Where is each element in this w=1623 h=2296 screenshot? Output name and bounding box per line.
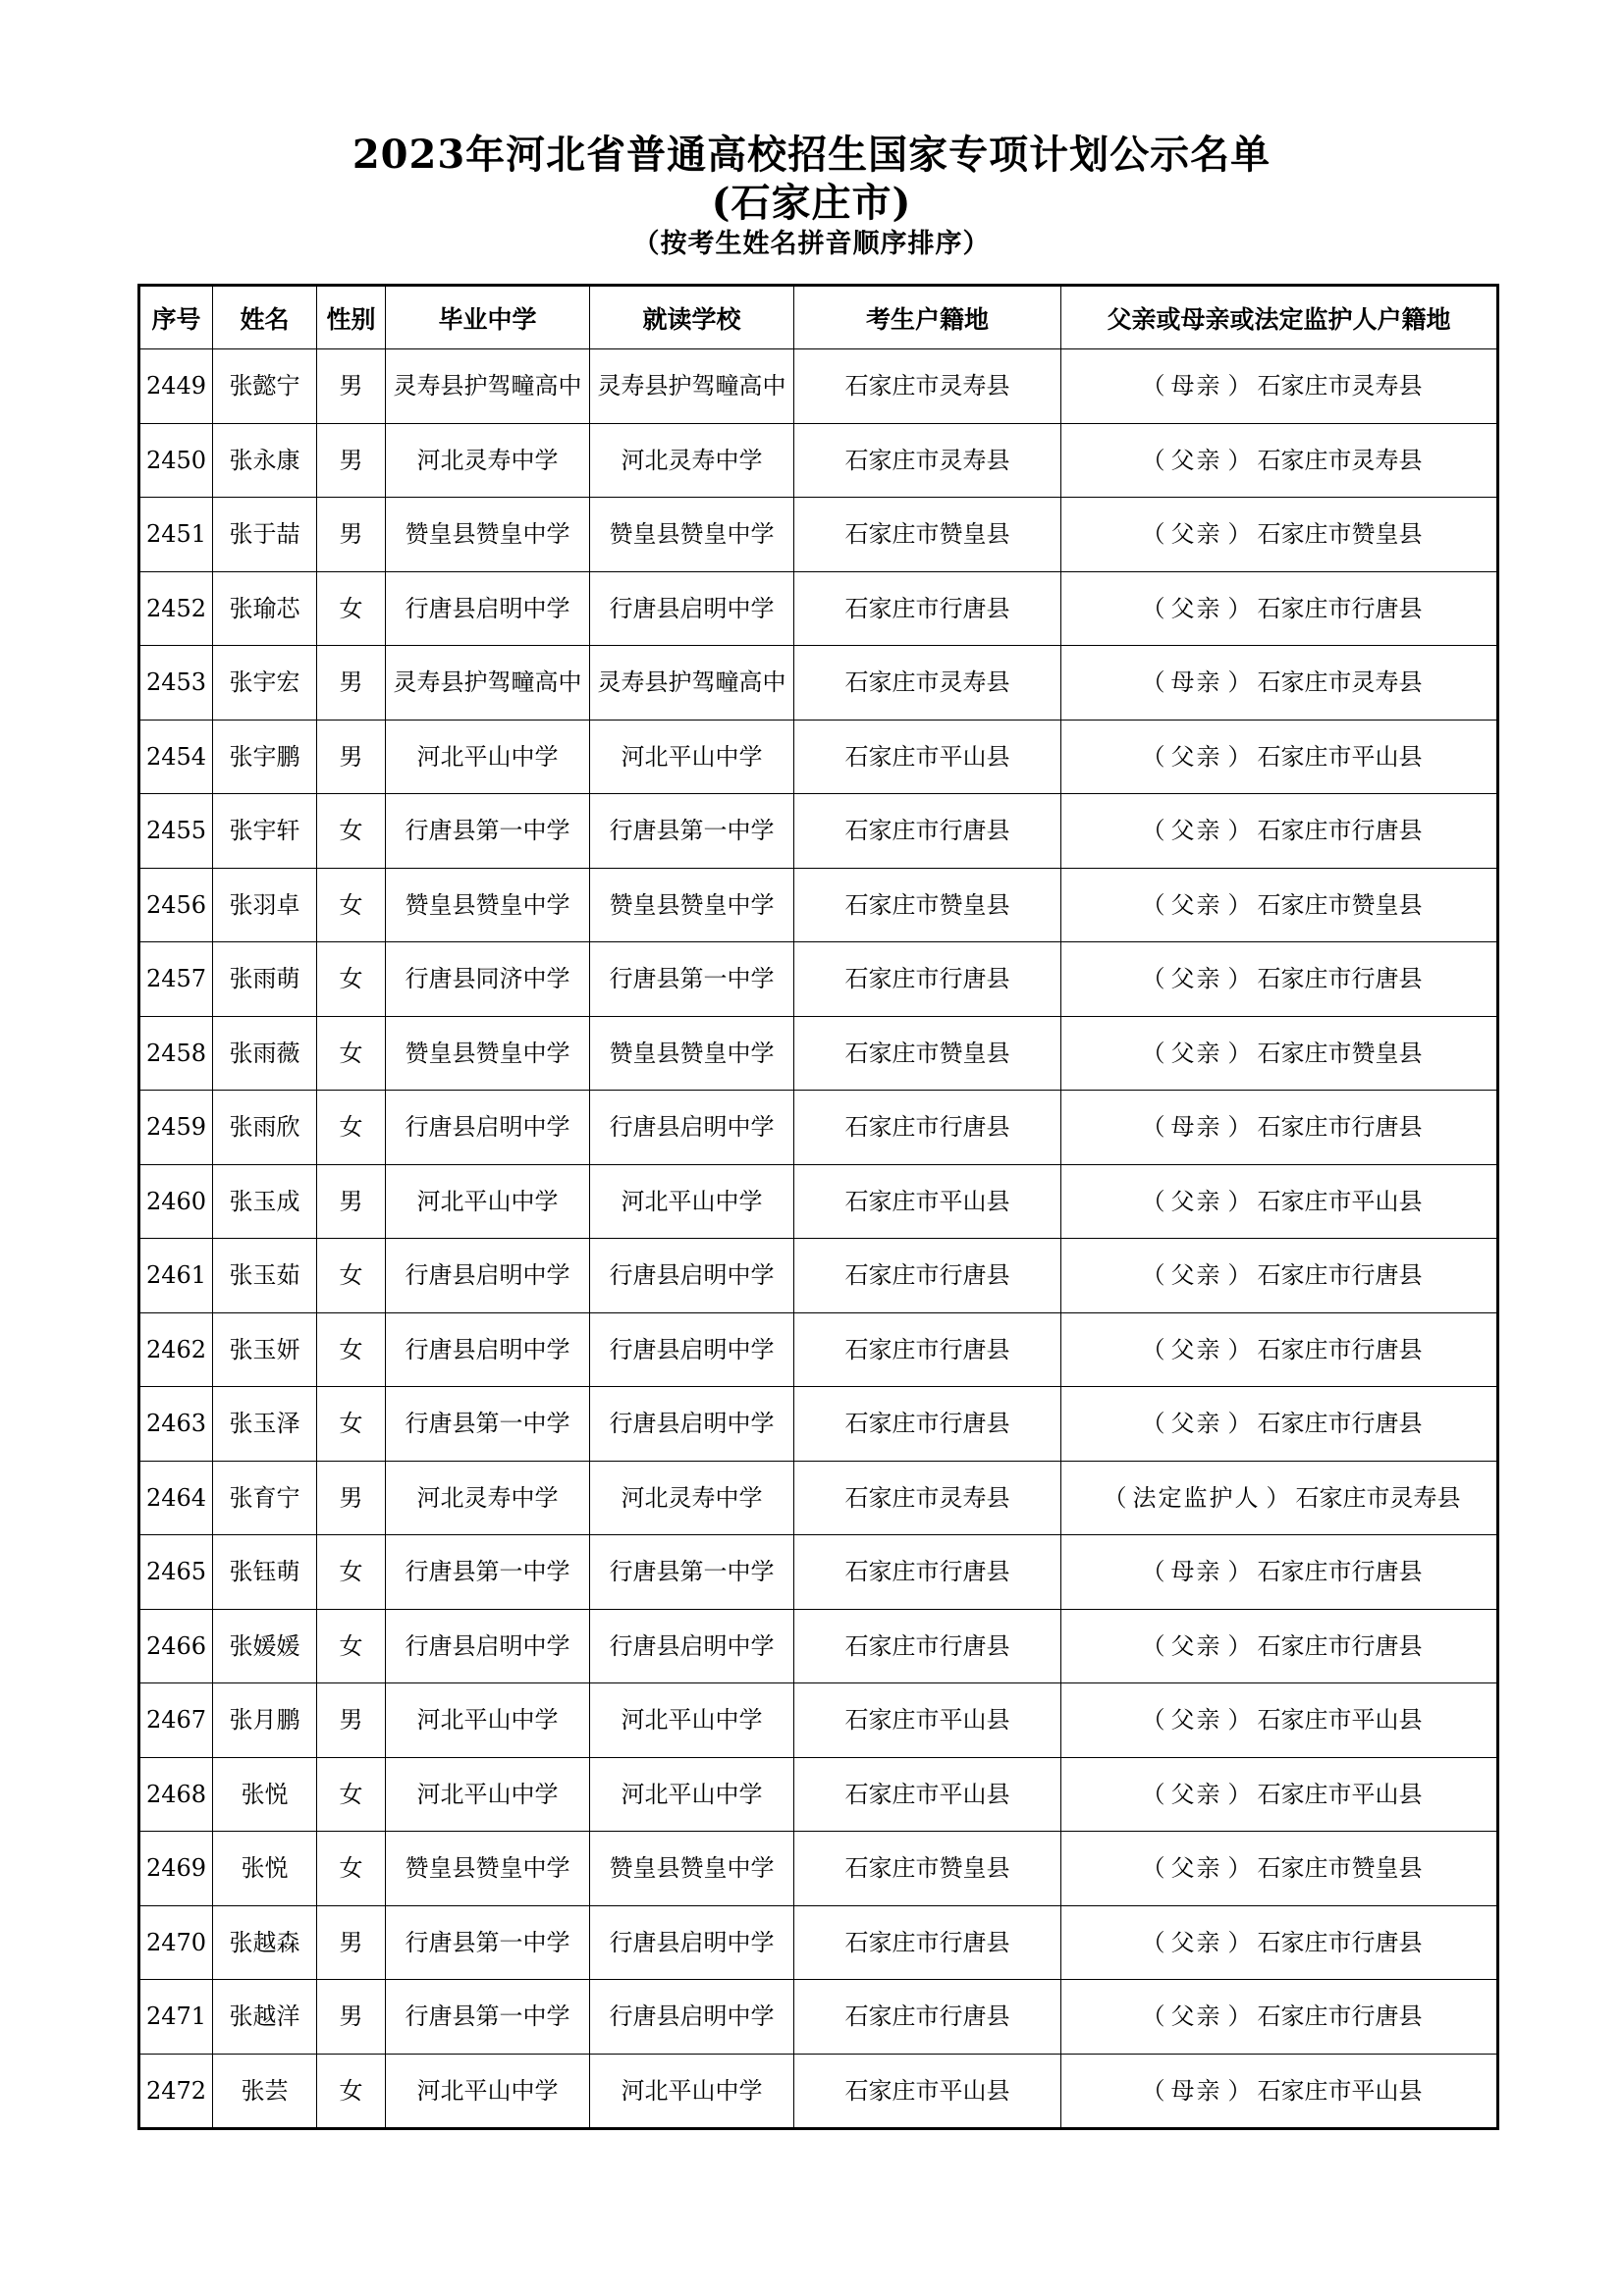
- cell-hukou: 石家庄市行唐县: [794, 794, 1061, 869]
- cell-grad-school: 河北平山中学: [386, 1757, 590, 1832]
- guardian-relation: 母亲: [1170, 668, 1222, 697]
- cell-name: 张玉妍: [213, 1312, 317, 1387]
- cell-hukou: 石家庄市平山县: [794, 1683, 1061, 1758]
- cell-gender: 女: [317, 868, 386, 942]
- cell-no: 2469: [139, 1832, 213, 1906]
- cell-hukou: 石家庄市行唐县: [794, 1905, 1061, 1980]
- cell-guardian-hukou: （ 父亲 ） 石家庄市行唐县: [1061, 571, 1498, 646]
- guardian-hukou-place: 石家庄市平山县: [1257, 2076, 1423, 2105]
- guardian-relation: 父亲: [1170, 742, 1222, 771]
- cell-hukou: 石家庄市赞皇县: [794, 868, 1061, 942]
- cell-gender: 女: [317, 1091, 386, 1165]
- guardian-hukou-place: 石家庄市赞皇县: [1257, 520, 1423, 549]
- cell-grad-school: 赞皇县赞皇中学: [386, 868, 590, 942]
- guardian-hukou-place: 石家庄市平山县: [1257, 742, 1423, 771]
- cell-study-school: 行唐县启明中学: [590, 571, 794, 646]
- guardian-hukou-place: 石家庄市灵寿县: [1295, 1483, 1461, 1512]
- guardian-relation: 父亲: [1170, 890, 1222, 919]
- table-row: [139, 1757, 1498, 1832]
- table-row: [139, 1016, 1498, 1091]
- guardian-relation: 父亲: [1170, 1780, 1222, 1808]
- cell-gender: 女: [317, 1239, 386, 1313]
- cell-hukou: 石家庄市灵寿县: [794, 423, 1061, 498]
- cell-guardian-hukou: （ 父亲 ） 石家庄市行唐县: [1061, 1905, 1498, 1980]
- guardian-hukou-place: 石家庄市平山县: [1257, 1706, 1423, 1735]
- guardian-hukou-place: 石家庄市灵寿县: [1257, 372, 1423, 400]
- guardian-relation: 母亲: [1170, 1558, 1222, 1586]
- cell-no: 2467: [139, 1683, 213, 1758]
- cell-study-school: 河北平山中学: [590, 720, 794, 794]
- cell-name: 张宇鹏: [213, 720, 317, 794]
- cell-no: 2454: [139, 720, 213, 794]
- table-row: [139, 1091, 1498, 1165]
- cell-grad-school: 行唐县第一中学: [386, 1387, 590, 1462]
- cell-name: 张雨欣: [213, 1091, 317, 1165]
- table-row: [139, 1461, 1498, 1535]
- cell-hukou: 石家庄市平山县: [794, 1757, 1061, 1832]
- cell-name: 张玉茹: [213, 1239, 317, 1313]
- guardian-hukou-place: 石家庄市赞皇县: [1257, 890, 1423, 919]
- guardian-relation: 父亲: [1170, 1410, 1222, 1438]
- cell-name: 张月鹏: [213, 1683, 317, 1758]
- cell-guardian-hukou: （ 法定监护人 ） 石家庄市灵寿县: [1061, 1461, 1498, 1535]
- guardian-relation: 母亲: [1170, 372, 1222, 400]
- guardian-hukou-place: 石家庄市行唐县: [1257, 1113, 1423, 1142]
- cell-study-school: 行唐县启明中学: [590, 1905, 794, 1980]
- cell-name: 张钰萌: [213, 1535, 317, 1610]
- cell-no: 2466: [139, 1609, 213, 1683]
- cell-gender: 男: [317, 1905, 386, 1980]
- cell-guardian-hukou: （ 父亲 ） 石家庄市行唐县: [1061, 1609, 1498, 1683]
- guardian-relation: 父亲: [1170, 446, 1222, 474]
- guardian-hukou-place: 石家庄市行唐县: [1257, 2002, 1423, 2031]
- cell-no: 2455: [139, 794, 213, 869]
- cell-guardian-hukou: （ 父亲 ） 石家庄市赞皇县: [1061, 1832, 1498, 1906]
- cell-grad-school: 行唐县第一中学: [386, 1905, 590, 1980]
- cell-grad-school: 行唐县启明中学: [386, 1239, 590, 1313]
- cell-name: 张悦: [213, 1832, 317, 1906]
- cell-name: 张雨薇: [213, 1016, 317, 1091]
- cell-guardian-hukou: （ 母亲 ） 石家庄市行唐县: [1061, 1535, 1498, 1610]
- table-row: [139, 2054, 1498, 2129]
- cell-gender: 男: [317, 349, 386, 424]
- cell-grad-school: 河北平山中学: [386, 2054, 590, 2129]
- cell-gender: 女: [317, 1609, 386, 1683]
- cell-hukou: 石家庄市行唐县: [794, 1091, 1061, 1165]
- cell-gender: 男: [317, 1461, 386, 1535]
- cell-study-school: 行唐县启明中学: [590, 1091, 794, 1165]
- roster-table: [137, 284, 1499, 2130]
- cell-gender: 女: [317, 1387, 386, 1462]
- cell-gender: 男: [317, 646, 386, 721]
- guardian-hukou-place: 石家庄市行唐县: [1257, 1558, 1423, 1586]
- cell-name: 张育宁: [213, 1461, 317, 1535]
- cell-name: 张于喆: [213, 498, 317, 572]
- header-name: 姓名: [213, 286, 317, 349]
- cell-name: 张玉泽: [213, 1387, 317, 1462]
- cell-gender: 女: [317, 2054, 386, 2129]
- guardian-hukou-place: 石家庄市行唐县: [1257, 817, 1423, 845]
- cell-name: 张媛媛: [213, 1609, 317, 1683]
- guardian-hukou-place: 石家庄市行唐县: [1257, 1261, 1423, 1290]
- table-row: [139, 1312, 1498, 1387]
- cell-hukou: 石家庄市行唐县: [794, 1387, 1061, 1462]
- cell-grad-school: 赞皇县赞皇中学: [386, 1832, 590, 1906]
- cell-hukou: 石家庄市行唐县: [794, 1980, 1061, 2055]
- table-row: [139, 1609, 1498, 1683]
- cell-gender: 女: [317, 1312, 386, 1387]
- table-row: [139, 1164, 1498, 1239]
- cell-grad-school: 赞皇县赞皇中学: [386, 498, 590, 572]
- table-row: [139, 423, 1498, 498]
- cell-gender: 男: [317, 498, 386, 572]
- cell-no: 2464: [139, 1461, 213, 1535]
- cell-gender: 女: [317, 794, 386, 869]
- guardian-relation: 法定监护人: [1132, 1483, 1261, 1512]
- table-row: [139, 1535, 1498, 1610]
- cell-name: 张宇宏: [213, 646, 317, 721]
- cell-guardian-hukou: （ 母亲 ） 石家庄市平山县: [1061, 2054, 1498, 2129]
- guardian-hukou-place: 石家庄市灵寿县: [1257, 446, 1423, 474]
- cell-no: 2451: [139, 498, 213, 572]
- cell-name: 张越洋: [213, 1980, 317, 2055]
- cell-gender: 女: [317, 1535, 386, 1610]
- cell-hukou: 石家庄市行唐县: [794, 1535, 1061, 1610]
- table-row: [139, 1905, 1498, 1980]
- cell-no: 2471: [139, 1980, 213, 2055]
- table-row: [139, 1387, 1498, 1462]
- cell-grad-school: 行唐县启明中学: [386, 1609, 590, 1683]
- cell-grad-school: 行唐县第一中学: [386, 1535, 590, 1610]
- cell-study-school: 行唐县第一中学: [590, 1535, 794, 1610]
- guardian-relation: 父亲: [1170, 594, 1222, 622]
- cell-study-school: 行唐县启明中学: [590, 1239, 794, 1313]
- guardian-relation: 父亲: [1170, 1706, 1222, 1735]
- guardian-relation: 父亲: [1170, 1631, 1222, 1660]
- header-row: [139, 286, 1498, 349]
- cell-guardian-hukou: （ 母亲 ） 石家庄市行唐县: [1061, 1091, 1498, 1165]
- guardian-relation: 母亲: [1170, 1113, 1222, 1142]
- cell-gender: 女: [317, 1832, 386, 1906]
- cell-hukou: 石家庄市行唐县: [794, 1312, 1061, 1387]
- cell-grad-school: 行唐县启明中学: [386, 1312, 590, 1387]
- cell-gender: 女: [317, 571, 386, 646]
- guardian-relation: 父亲: [1170, 1187, 1222, 1215]
- cell-no: 2463: [139, 1387, 213, 1462]
- header-guardian-hukou: 父亲或母亲或法定监护人户籍地: [1061, 286, 1498, 349]
- cell-hukou: 石家庄市行唐县: [794, 1239, 1061, 1313]
- guardian-relation: 父亲: [1170, 817, 1222, 845]
- cell-hukou: 石家庄市灵寿县: [794, 349, 1061, 424]
- cell-gender: 男: [317, 1683, 386, 1758]
- cell-no: 2462: [139, 1312, 213, 1387]
- cell-grad-school: 赞皇县赞皇中学: [386, 1016, 590, 1091]
- guardian-hukou-place: 石家庄市行唐县: [1257, 1410, 1423, 1438]
- cell-grad-school: 河北灵寿中学: [386, 1461, 590, 1535]
- cell-hukou: 石家庄市行唐县: [794, 1609, 1061, 1683]
- cell-study-school: 行唐县启明中学: [590, 1980, 794, 2055]
- cell-guardian-hukou: （ 父亲 ） 石家庄市行唐县: [1061, 794, 1498, 869]
- cell-study-school: 行唐县第一中学: [590, 942, 794, 1017]
- cell-guardian-hukou: （ 父亲 ） 石家庄市行唐县: [1061, 1980, 1498, 2055]
- cell-study-school: 赞皇县赞皇中学: [590, 1832, 794, 1906]
- cell-grad-school: 河北灵寿中学: [386, 423, 590, 498]
- cell-name: 张瑜芯: [213, 571, 317, 646]
- cell-guardian-hukou: （ 母亲 ） 石家庄市灵寿县: [1061, 646, 1498, 721]
- table-row: [139, 868, 1498, 942]
- cell-no: 2472: [139, 2054, 213, 2129]
- header-no: 序号: [139, 286, 213, 349]
- cell-name: 张宇轩: [213, 794, 317, 869]
- cell-name: 张悦: [213, 1757, 317, 1832]
- guardian-relation: 父亲: [1170, 520, 1222, 549]
- cell-hukou: 石家庄市平山县: [794, 720, 1061, 794]
- guardian-relation: 父亲: [1170, 1854, 1222, 1883]
- cell-gender: 男: [317, 1980, 386, 2055]
- cell-hukou: 石家庄市行唐县: [794, 942, 1061, 1017]
- cell-gender: 男: [317, 720, 386, 794]
- table-row: [139, 498, 1498, 572]
- cell-no: 2461: [139, 1239, 213, 1313]
- table-row: [139, 571, 1498, 646]
- cell-study-school: 赞皇县赞皇中学: [590, 868, 794, 942]
- document-subtitle: (石家庄市): [711, 180, 912, 226]
- guardian-hukou-place: 石家庄市赞皇县: [1257, 1039, 1423, 1067]
- cell-grad-school: 行唐县同济中学: [386, 942, 590, 1017]
- cell-hukou: 石家庄市赞皇县: [794, 498, 1061, 572]
- table-row: [139, 349, 1498, 424]
- cell-hukou: 石家庄市赞皇县: [794, 1832, 1061, 1906]
- cell-name: 张玉成: [213, 1164, 317, 1239]
- cell-guardian-hukou: （ 父亲 ） 石家庄市平山县: [1061, 1164, 1498, 1239]
- guardian-hukou-place: 石家庄市平山县: [1257, 1187, 1423, 1215]
- cell-no: 2456: [139, 868, 213, 942]
- guardian-hukou-place: 石家庄市赞皇县: [1257, 1854, 1423, 1883]
- cell-study-school: 河北灵寿中学: [590, 1461, 794, 1535]
- cell-name: 张永康: [213, 423, 317, 498]
- cell-grad-school: 灵寿县护驾疃高中: [386, 646, 590, 721]
- cell-grad-school: 河北平山中学: [386, 720, 590, 794]
- cell-guardian-hukou: （ 父亲 ） 石家庄市灵寿县: [1061, 423, 1498, 498]
- cell-grad-school: 河北平山中学: [386, 1683, 590, 1758]
- cell-guardian-hukou: （ 父亲 ） 石家庄市赞皇县: [1061, 1016, 1498, 1091]
- cell-no: 2457: [139, 942, 213, 1017]
- cell-gender: 女: [317, 1757, 386, 1832]
- guardian-hukou-place: 石家庄市灵寿县: [1257, 668, 1423, 697]
- guardian-hukou-place: 石家庄市行唐县: [1257, 1928, 1423, 1956]
- guardian-relation: 父亲: [1170, 965, 1222, 993]
- header-study-school: 就读学校: [590, 286, 794, 349]
- cell-guardian-hukou: （ 母亲 ） 石家庄市灵寿县: [1061, 349, 1498, 424]
- table-row: [139, 646, 1498, 721]
- guardian-relation: 父亲: [1170, 2002, 1222, 2031]
- cell-study-school: 行唐县启明中学: [590, 1312, 794, 1387]
- cell-no: 2459: [139, 1091, 213, 1165]
- cell-name: 张羽卓: [213, 868, 317, 942]
- cell-no: 2450: [139, 423, 213, 498]
- cell-guardian-hukou: （ 父亲 ） 石家庄市赞皇县: [1061, 498, 1498, 572]
- header-grad-school: 毕业中学: [386, 286, 590, 349]
- cell-guardian-hukou: （ 父亲 ） 石家庄市平山县: [1061, 1757, 1498, 1832]
- cell-name: 张芸: [213, 2054, 317, 2129]
- cell-grad-school: 行唐县第一中学: [386, 1980, 590, 2055]
- table-row: [139, 1239, 1498, 1313]
- table-row: [139, 794, 1498, 869]
- cell-gender: 女: [317, 1016, 386, 1091]
- cell-guardian-hukou: （ 父亲 ） 石家庄市赞皇县: [1061, 868, 1498, 942]
- cell-grad-school: 行唐县启明中学: [386, 1091, 590, 1165]
- header-gender: 性别: [317, 286, 386, 349]
- guardian-relation: 父亲: [1170, 1335, 1222, 1363]
- guardian-hukou-place: 石家庄市平山县: [1257, 1780, 1423, 1808]
- cell-hukou: 石家庄市平山县: [794, 1164, 1061, 1239]
- cell-no: 2449: [139, 349, 213, 424]
- cell-grad-school: 灵寿县护驾疃高中: [386, 349, 590, 424]
- cell-grad-school: 河北平山中学: [386, 1164, 590, 1239]
- cell-hukou: 石家庄市赞皇县: [794, 1016, 1061, 1091]
- roster-body: [139, 349, 1498, 2129]
- cell-gender: 女: [317, 942, 386, 1017]
- cell-study-school: 灵寿县护驾疃高中: [590, 349, 794, 424]
- document-title: 2023年河北省普通高校招生国家专项计划公示名单: [352, 132, 1271, 178]
- cell-no: 2458: [139, 1016, 213, 1091]
- cell-guardian-hukou: （ 父亲 ） 石家庄市行唐县: [1061, 1239, 1498, 1313]
- table-row: [139, 720, 1498, 794]
- table-row: [139, 1980, 1498, 2055]
- header-hukou: 考生户籍地: [794, 286, 1061, 349]
- cell-hukou: 石家庄市平山县: [794, 2054, 1061, 2129]
- cell-study-school: 赞皇县赞皇中学: [590, 1016, 794, 1091]
- cell-no: 2468: [139, 1757, 213, 1832]
- guardian-relation: 父亲: [1170, 1928, 1222, 1956]
- cell-study-school: 灵寿县护驾疃高中: [590, 646, 794, 721]
- cell-study-school: 河北平山中学: [590, 1683, 794, 1758]
- cell-guardian-hukou: （ 父亲 ） 石家庄市平山县: [1061, 1683, 1498, 1758]
- guardian-relation: 母亲: [1170, 2076, 1222, 2105]
- cell-study-school: 行唐县第一中学: [590, 794, 794, 869]
- cell-study-school: 行唐县启明中学: [590, 1387, 794, 1462]
- cell-hukou: 石家庄市行唐县: [794, 571, 1061, 646]
- cell-grad-school: 行唐县第一中学: [386, 794, 590, 869]
- cell-grad-school: 行唐县启明中学: [386, 571, 590, 646]
- guardian-hukou-place: 石家庄市行唐县: [1257, 965, 1423, 993]
- guardian-relation: 父亲: [1170, 1039, 1222, 1067]
- cell-guardian-hukou: （ 父亲 ） 石家庄市平山县: [1061, 720, 1498, 794]
- cell-no: 2453: [139, 646, 213, 721]
- guardian-relation: 父亲: [1170, 1261, 1222, 1290]
- cell-name: 张雨萌: [213, 942, 317, 1017]
- sort-note: （按考生姓名拼音顺序排序）: [632, 229, 991, 259]
- cell-no: 2470: [139, 1905, 213, 1980]
- guardian-hukou-place: 石家庄市行唐县: [1257, 1335, 1423, 1363]
- table-row: [139, 1683, 1498, 1758]
- cell-no: 2452: [139, 571, 213, 646]
- cell-guardian-hukou: （ 父亲 ） 石家庄市行唐县: [1061, 1387, 1498, 1462]
- cell-name: 张越森: [213, 1905, 317, 1980]
- cell-hukou: 石家庄市灵寿县: [794, 646, 1061, 721]
- guardian-hukou-place: 石家庄市行唐县: [1257, 594, 1423, 622]
- cell-study-school: 赞皇县赞皇中学: [590, 498, 794, 572]
- cell-gender: 男: [317, 423, 386, 498]
- guardian-hukou-place: 石家庄市行唐县: [1257, 1631, 1423, 1660]
- cell-hukou: 石家庄市灵寿县: [794, 1461, 1061, 1535]
- cell-study-school: 河北平山中学: [590, 1757, 794, 1832]
- cell-study-school: 河北平山中学: [590, 1164, 794, 1239]
- cell-study-school: 河北平山中学: [590, 2054, 794, 2129]
- cell-guardian-hukou: （ 父亲 ） 石家庄市行唐县: [1061, 942, 1498, 1017]
- cell-no: 2460: [139, 1164, 213, 1239]
- cell-gender: 男: [317, 1164, 386, 1239]
- table-row: [139, 942, 1498, 1017]
- cell-study-school: 河北灵寿中学: [590, 423, 794, 498]
- cell-guardian-hukou: （ 父亲 ） 石家庄市行唐县: [1061, 1312, 1498, 1387]
- cell-no: 2465: [139, 1535, 213, 1610]
- cell-name: 张懿宁: [213, 349, 317, 424]
- cell-study-school: 行唐县启明中学: [590, 1609, 794, 1683]
- table-row: [139, 1832, 1498, 1906]
